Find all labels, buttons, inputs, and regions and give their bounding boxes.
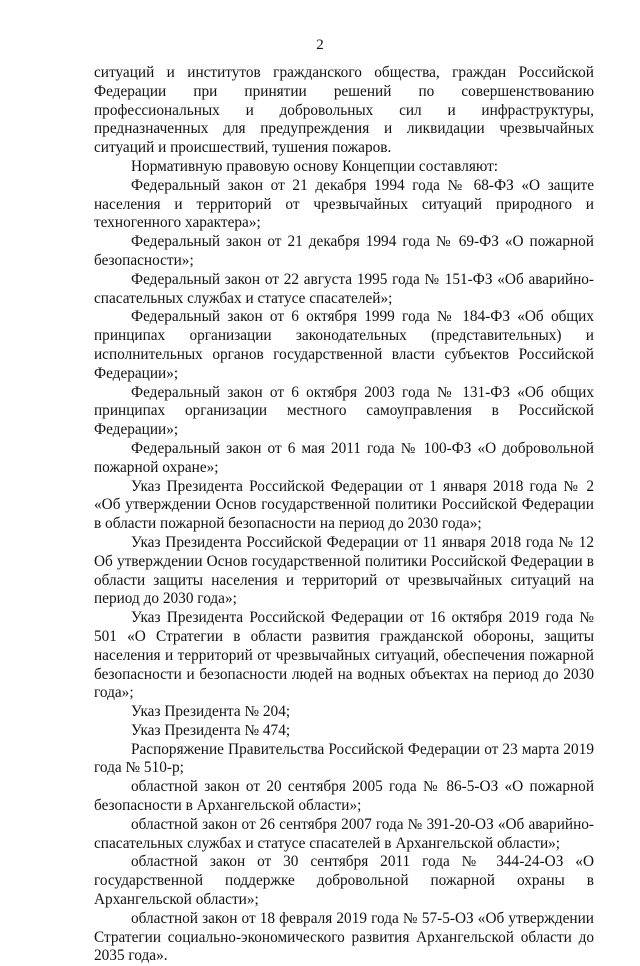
list-item-law-131-fz: Федеральный закон от 6 октября 2003 года № 131-ФЗ «Об общих принципах организации местного самоуправления в Российской Федерации»;	[94, 383, 594, 439]
list-item-decree-2: Указ Президента Российской Федерации от 1 января 2018 года № 2 «Об утверждении Основ государственной политики Российской Федерации в области пожарной безопасности на период до 2030 года»;	[94, 477, 594, 533]
list-item-decree-12: Указ Президента Российской Федерации от 11 января 2018 года № 12 Об утверждении Основ государственной политики Российской Федерации в области защиты населения и территорий от чрезвычайных ситуаций на период до 2030 года»;	[94, 533, 594, 608]
list-item-regional-law-344: областной закон от 30 сентября 2011 года № 344-24-ОЗ «О государственной поддержке добровольной пожарной охраны в Архангельской области»;	[94, 853, 594, 909]
list-item-law-68-fz: Федеральный закон от 21 декабря 1994 года № 68-ФЗ «О защите населения и территорий от чрезвычайных ситуаций природного и техногенного характера»;	[94, 176, 594, 232]
page-number: 2	[316, 37, 324, 53]
list-item-law-151-fz: Федеральный закон от 22 августа 1995 года № 151-ФЗ «Об аварийно-спасательных службах и статусе спасателей»;	[94, 270, 594, 307]
paragraph-legal-basis-heading: Нормативную правовую основу Концепции составляют:	[131, 157, 499, 175]
document-body	[94, 64, 594, 966]
list-item-regional-law-86: областной закон от 20 сентября 2005 года № 86-5-ОЗ «О пожарной безопасности в Архангельской области»;	[94, 778, 594, 815]
list-item-decree-204: Указ Президента № 204;	[131, 703, 291, 721]
list-item-law-100-fz: Федеральный закон от 6 мая 2011 года № 100-ФЗ «О добровольной пожарной охране»;	[94, 439, 594, 476]
list-item-decree-501: Указ Президента Российской Федерации от 16 октября 2019 года № 501 «О Стратегии в области развития гражданской обороны, защиты населения и территорий от чрезвычайных ситуаций, обеспечения пожарной безопасности и безопасности людей на водных объектах на период до 2030 года»;	[94, 609, 594, 702]
list-item-regional-law-391: областной закон от 26 сентября 2007 года № 391-20-ОЗ «Об аварийно-спасательных службах и статусе спасателей в Архангельской области»;	[94, 815, 594, 852]
list-item-decree-474: Указ Президента № 474;	[131, 721, 291, 739]
list-item-order-510-r: Распоряжение Правительства Российской Федерации от 23 марта 2019 года № 510-р;	[94, 740, 594, 777]
list-item-law-184-fz: Федеральный закон от 6 октября 1999 года № 184-ФЗ «Об общих принципах организации законодательных (представительных) и исполнительных органов государственной власти субъектов Российской Федерации»;	[94, 308, 594, 382]
paragraph-intro-continuation: ситуаций и институтов гражданского общества, граждан Российской Федерации при принятии решений по совершенствованию профессиональных и добровольных сил и инфраструктуры, предназначенных для предупреждения и ликвидации чрезвычайных ситуаций и происшествий, тушения пожаров.	[94, 64, 594, 157]
list-item-regional-law-57: областной закон от 18 февраля 2019 года № 57-5-ОЗ «Об утверждении Стратегии социально-экономического развития Архангельской области до 2035 года».	[94, 909, 594, 965]
list-item-law-69-fz: Федеральный закон от 21 декабря 1994 года № 69-ФЗ «О пожарной безопасности»;	[94, 233, 594, 269]
